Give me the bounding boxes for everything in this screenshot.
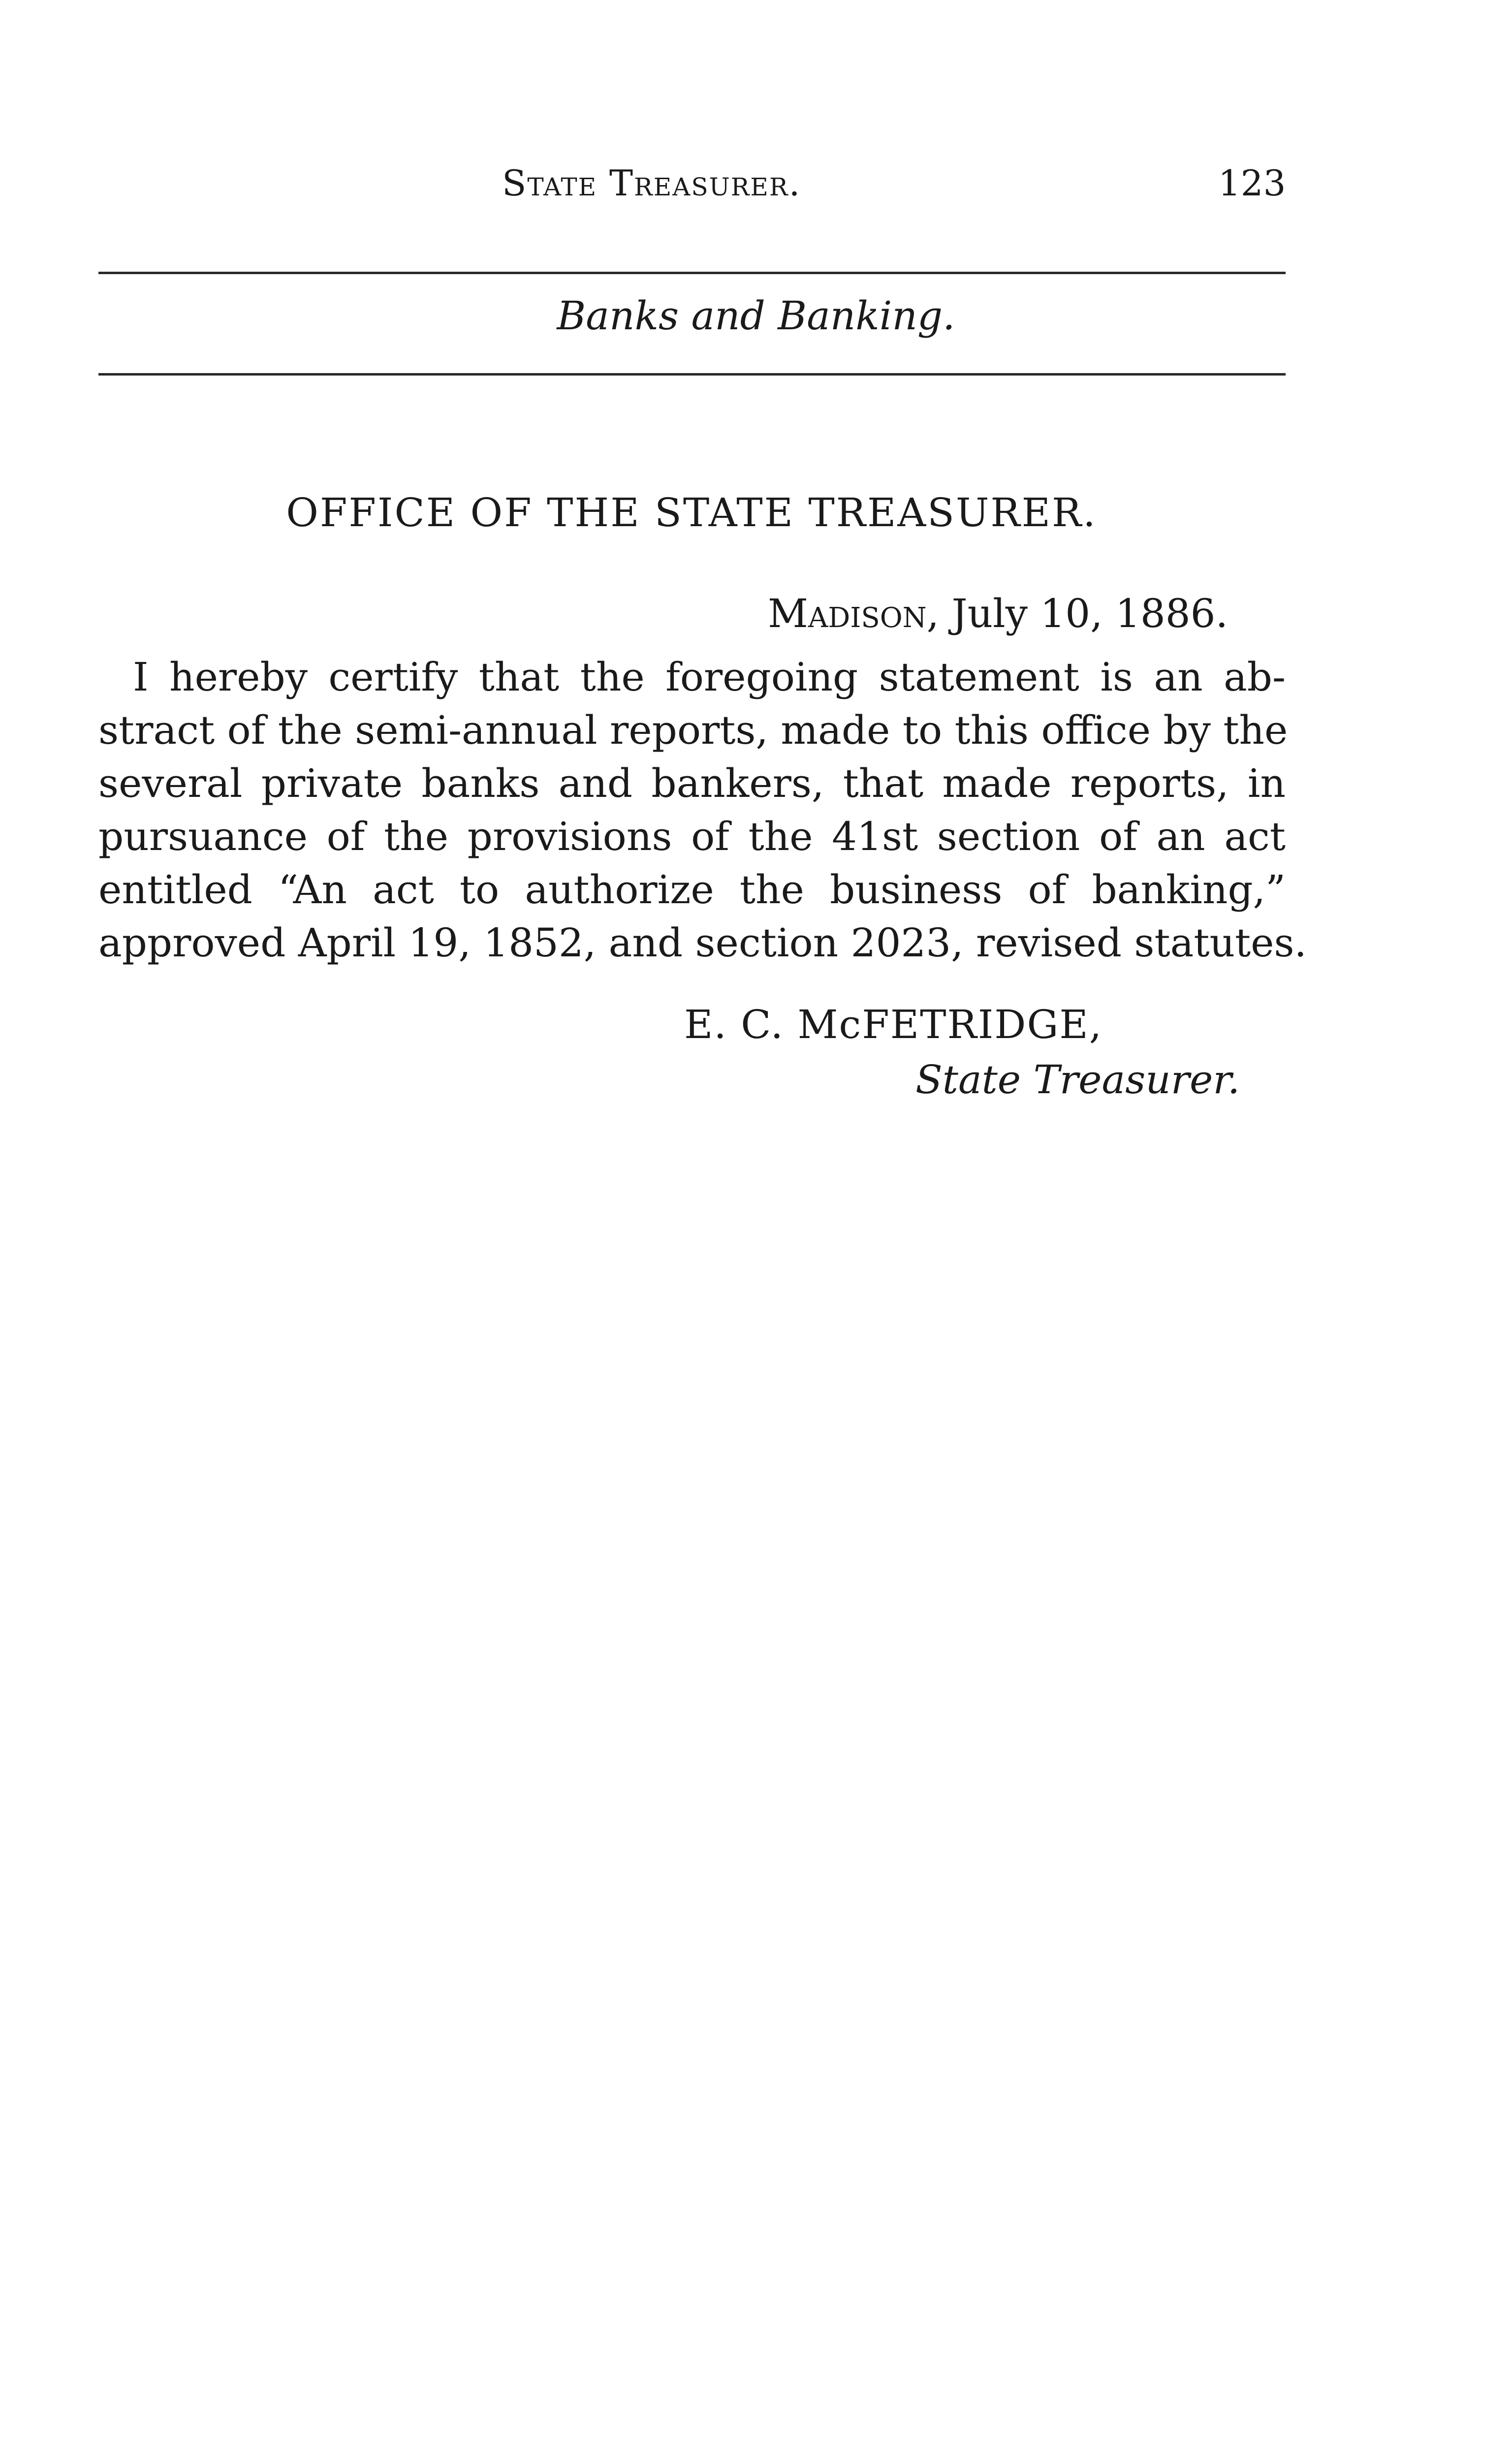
bottom-rule bbox=[98, 373, 1286, 376]
signature-name: E. C. McFETRIDGE, bbox=[684, 1002, 1103, 1047]
dateline-date: July 10, 1886. bbox=[939, 591, 1228, 636]
section-title: Banks and Banking. bbox=[557, 293, 955, 339]
running-title: State Treasurer. bbox=[502, 162, 801, 204]
paragraph-line: pursuance of the provisions of the 41st section of an act bbox=[98, 814, 1286, 859]
paragraph-line: several private banks and bankers, that made reports, in bbox=[98, 760, 1286, 806]
paragraph-line: stract of the semi-annual reports, made to this office by the bbox=[98, 707, 1288, 753]
paragraph-line: approved April 19, 1852, and section 2023, revised statutes. bbox=[98, 920, 1307, 966]
page-number: 123 bbox=[1218, 162, 1286, 204]
certification-paragraph bbox=[98, 651, 1307, 970]
dateline bbox=[768, 591, 1228, 636]
dateline-place: Madison, bbox=[768, 591, 940, 636]
office-heading: OFFICE OF THE STATE TREASURER. bbox=[286, 490, 1097, 536]
paragraph-line: entitled “An act to authorize the business of banking,” bbox=[98, 867, 1286, 913]
top-rule bbox=[98, 272, 1286, 274]
signature-title: State Treasurer. bbox=[915, 1057, 1240, 1103]
running-head bbox=[0, 162, 1512, 212]
paragraph-line: I hereby certify that the foregoing statement is an ab- bbox=[133, 654, 1286, 700]
